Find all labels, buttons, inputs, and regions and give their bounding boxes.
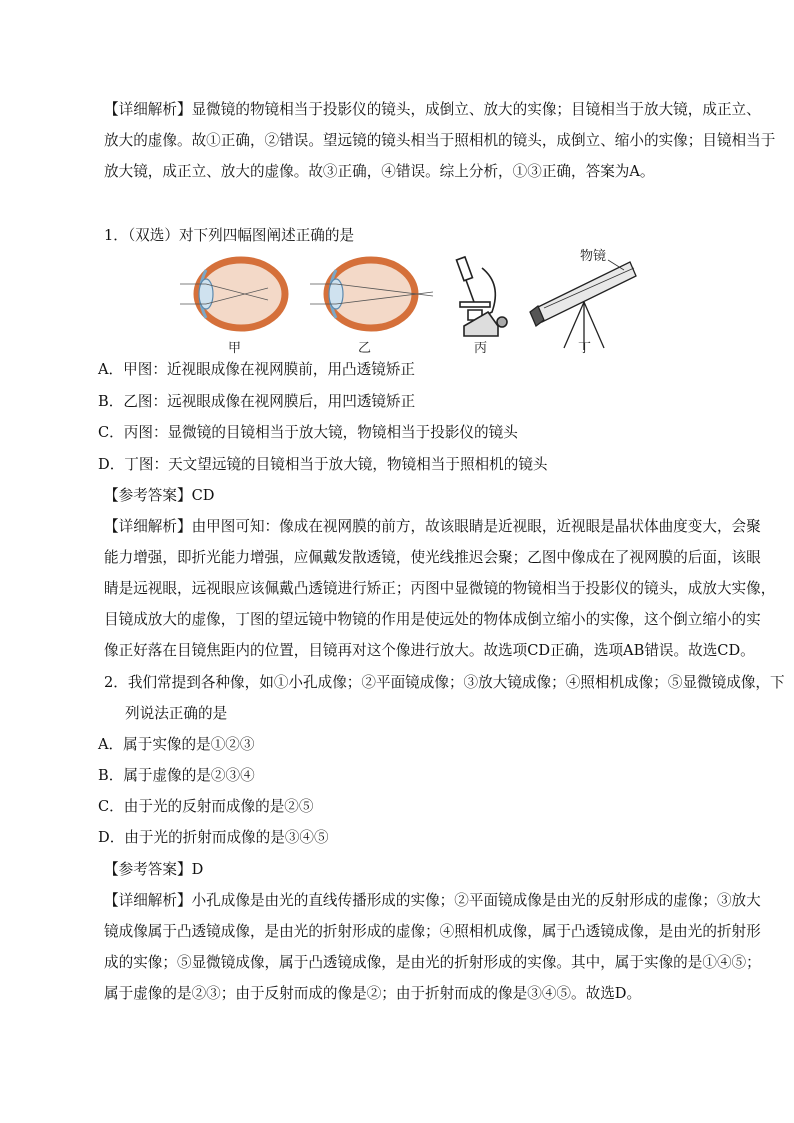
eye-diagram-icon (180, 260, 285, 328)
q1-analysis-line-5: 像正好落在目镜焦距内的位置，目镜再对这个像进行放大。故选项CD正确，选项AB错误。故选CD。 (104, 642, 755, 659)
q1-answer: 【参考答案】CD (104, 487, 215, 504)
objective-lens-label: 物镜 (580, 249, 607, 264)
q1-figure (178, 250, 648, 362)
q1-analysis-line-4: 目镜成放大的虚像，丁图的望远镜中物镜的作用是使远处的物体成倒立缩小的实像，这个倒立缩小的实 (104, 611, 761, 628)
caption-yi: 乙 (358, 341, 372, 356)
q1-option-c: C．丙图：显微镜的目镜相当于放大镜，物镜相当于投影仪的镜头 (98, 424, 518, 441)
q1-stem: 1．（双选）对下列四幅图阐述正确的是 (104, 227, 355, 244)
q2-analysis-line-4: 属于虚像的是②③；由于反射而成的像是②；由于折射而成的像是③④⑤。故选D。 (104, 985, 642, 1002)
caption-jia: 甲 (228, 341, 242, 356)
q1-analysis-line-2: 能力增强，即折光能力增强，应佩戴发散透镜，使光线推迟会聚；乙图中像成在了视网膜的后面，该眼 (104, 549, 761, 566)
q2-answer: 【参考答案】D (104, 861, 204, 878)
q2-analysis-line-3: 成的实像；⑤显微镜成像，属于凸透镜成像，是由光的折射形成的实像。其中，属于实像的是①④⑤； (104, 954, 761, 971)
q2-option-d: D．由于光的折射而成像的是③④⑤ (98, 829, 329, 846)
q1-analysis-line-1: 【详细解析】由甲图可知：像成在视网膜的前方，故该眼睛是近视眼，近视眼是晶状体曲度变大，会聚 (104, 518, 761, 535)
q1-option-d: D．丁图：天文望远镜的目镜相当于放大镜，物镜相当于照相机的镜头 (98, 456, 548, 473)
telescope-icon (530, 260, 636, 350)
microscope-icon (456, 257, 507, 336)
q2-stem-line-2: 列说法正确的是 (125, 705, 228, 722)
q2-option-b: B．属于虚像的是②③④ (98, 767, 255, 784)
q1-analysis-line-3: 睛是远视眼，远视眼应该佩戴凸透镜进行矫正；丙图中显微镜的物镜相当于投影仪的镜头，成放大实像， (104, 580, 776, 597)
caption-ding: 丁 (578, 341, 592, 356)
q2-stem-line-1: 2．我们常提到各种像，如①小孔成像；②平面镜成像；③放大镜成像；④照相机成像；⑤显微镜成像，下 (104, 674, 785, 691)
q2-option-a: A．属于实像的是①②③ (98, 736, 255, 753)
q1-option-b: B．乙图：远视眼成像在视网膜后，用凹透镜矫正 (98, 393, 416, 410)
intro-line-1: 【详细解析】显微镜的物镜相当于投影仪的镜头，成倒立、放大的实像；目镜相当于放大镜，成正立、 (104, 101, 761, 118)
q2-analysis-line-2: 镜成像属于凸透镜成像，是由光的折射形成的虚像；④照相机成像，属于凸透镜成像，是由光的折射形 (104, 923, 761, 940)
q2-analysis-line-1: 【详细解析】小孔成像是由光的直线传播形成的实像；②平面镜成像是由光的反射形成的虚像；③放大 (104, 892, 761, 909)
intro-line-2: 放大的虚像。故①正确，②错误。望远镜的镜头相当于照相机的镜头，成倒立、缩小的实像；目镜相当于 (104, 132, 776, 149)
q1-option-a: A．甲图：近视眼成像在视网膜前，用凸透镜矫正 (98, 361, 416, 378)
intro-line-3: 放大镜，成正立、放大的虚像。故③正确，④错误。综上分析，①③正确，答案为A。 (104, 163, 655, 180)
eye-diagram-icon (310, 260, 433, 328)
caption-bing: 丙 (474, 341, 488, 356)
q2-option-c: C．由于光的反射而成像的是②⑤ (98, 798, 314, 815)
